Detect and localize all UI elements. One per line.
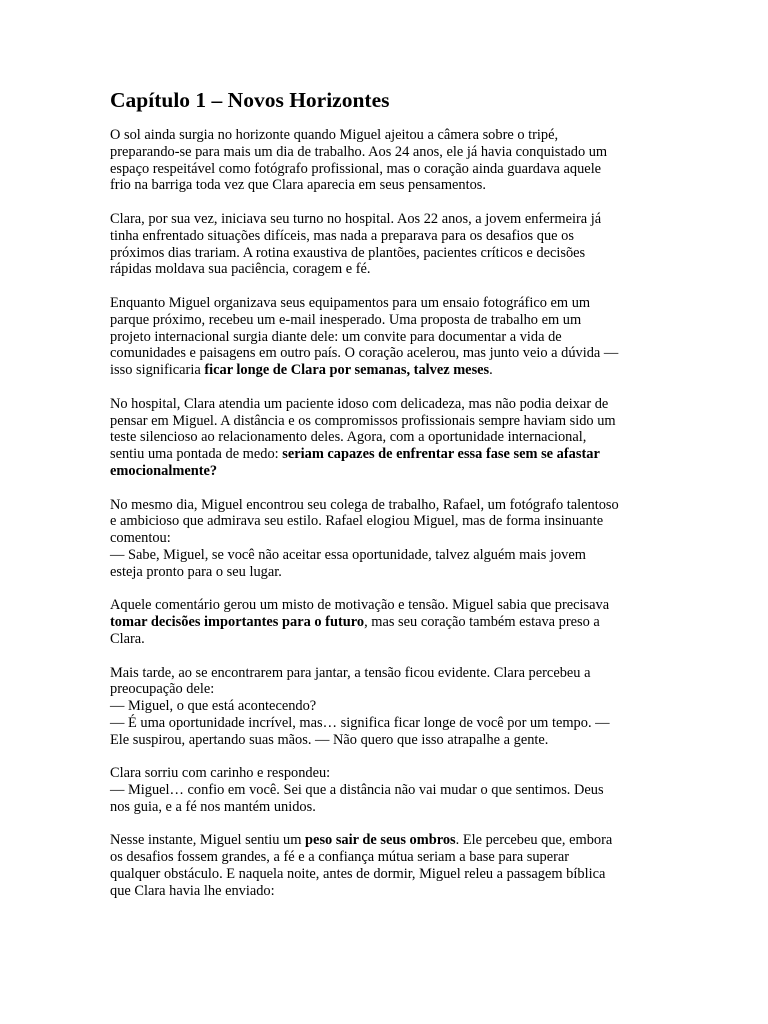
paragraph-3	[110, 295, 658, 379]
paragraph-text-end: . Ele percebeu que, embora os desafios fossem grandes, a fé e a confiança mútua seriam a base para superar qualquer obstáculo. E naquela noite, antes de dormir, Miguel releu a passagem bíblica que Clara havia lhe enviado:	[110, 832, 613, 899]
paragraph-text: Mais tarde, ao se encontrarem para jantar, a tensão ficou evidente. Clara percebeu a preocupação dele: — Miguel, o que está acontecendo? — É uma oportunidade incrível, mas… significa ficar longe de você por um tempo. — Ele suspirou, apertando suas mãos. — Não quero que isso atrapalhe a gente.	[110, 664, 610, 748]
paragraph-text: Clara sorriu com carinho e respondeu: — Miguel… confio em você. Sei que a distância não vai mudar o que sentimos. Deus nos guia, e a fé nos mantém unidos.	[110, 765, 604, 815]
paragraph-8	[110, 765, 658, 815]
paragraph-text: O sol ainda surgia no horizonte quando Miguel ajeitou a câmera sobre o tripé, preparando-se para mais um dia de trabalho. Aos 24 anos, ele já havia conquistado um espaço respeitável como fotógrafo profissional, mas o coração ainda guardava aquele frio na barriga toda vez que Clara aparecia em seus pensamentos.	[110, 127, 608, 194]
paragraph-text: Clara, por sua vez, iniciava seu turno no hospital. Aos 22 anos, a jovem enfermeira já tinha enfrentado situações difíceis, mas nada a preparava para os desafios que os próximos dias trariam. A rotina exaustiva de plantões, pacientes críticos e decisões rápidas moldava sua paciência, coragem e fé.	[110, 210, 602, 278]
chapter-title: Capítulo 1 – Novos Horizontes	[110, 88, 390, 112]
document-page	[110, 86, 658, 916]
paragraph-bold-text: tomar decisões importantes para o futuro	[110, 614, 365, 631]
paragraph-text: No hospital, Clara atendia um paciente idoso com delicadeza, mas não podia deixar de pensar em Miguel. A distância e os compromissos profissionais sempre haviam sido um teste silencioso ao relacionamento deles. Agora, com a oportunidade internacional, sentiu uma pontada de medo:	[110, 395, 616, 463]
paragraph-text: Enquanto Miguel organizava seus equipamentos para um ensaio fotográfico em um parque próximo, recebeu um e-mail inesperado. Uma proposta de trabalho em um projeto internacional surgia diante dele: um convite para documentar a vida de comunidades e paisagens em outro país. O coração acelerou, mas junto veio a dúvida — isso significaria	[110, 294, 619, 379]
paragraph-2	[110, 211, 658, 278]
paragraph-text-end: , mas seu coração também estava preso a Clara.	[110, 614, 600, 647]
paragraph-text-end: .	[489, 362, 493, 379]
paragraph-text: No mesmo dia, Miguel encontrou seu colega de trabalho, Rafael, um fotógrafo talentoso e ambicioso que admirava seu estilo. Rafael elogiou Miguel, mas de forma insinuante comentou: — Sabe, Miguel, se você não aceitar essa oportunidade, talvez alguém mais jovem esteja pronto para o seu lugar.	[110, 496, 619, 580]
paragraph-text: Aquele comentário gerou um misto de motivação e tensão. Miguel sabia que precisava	[110, 597, 610, 614]
paragraph-7	[110, 665, 658, 749]
paragraph-bold-text: seriam capazes de enfrentar essa fase sem se afastar emocionalmente?	[110, 446, 600, 479]
paragraph-4	[110, 396, 658, 480]
paragraph-6	[110, 597, 658, 647]
paragraph-5	[110, 497, 658, 581]
paragraph-bold-text: ficar longe de Clara por semanas, talvez meses	[204, 362, 490, 379]
paragraph-9	[110, 832, 658, 899]
paragraph-bold-text: peso sair de seus ombros	[305, 832, 456, 849]
paragraph-1	[110, 127, 658, 194]
paragraph-text: Nesse instante, Miguel sentiu um	[110, 832, 306, 849]
